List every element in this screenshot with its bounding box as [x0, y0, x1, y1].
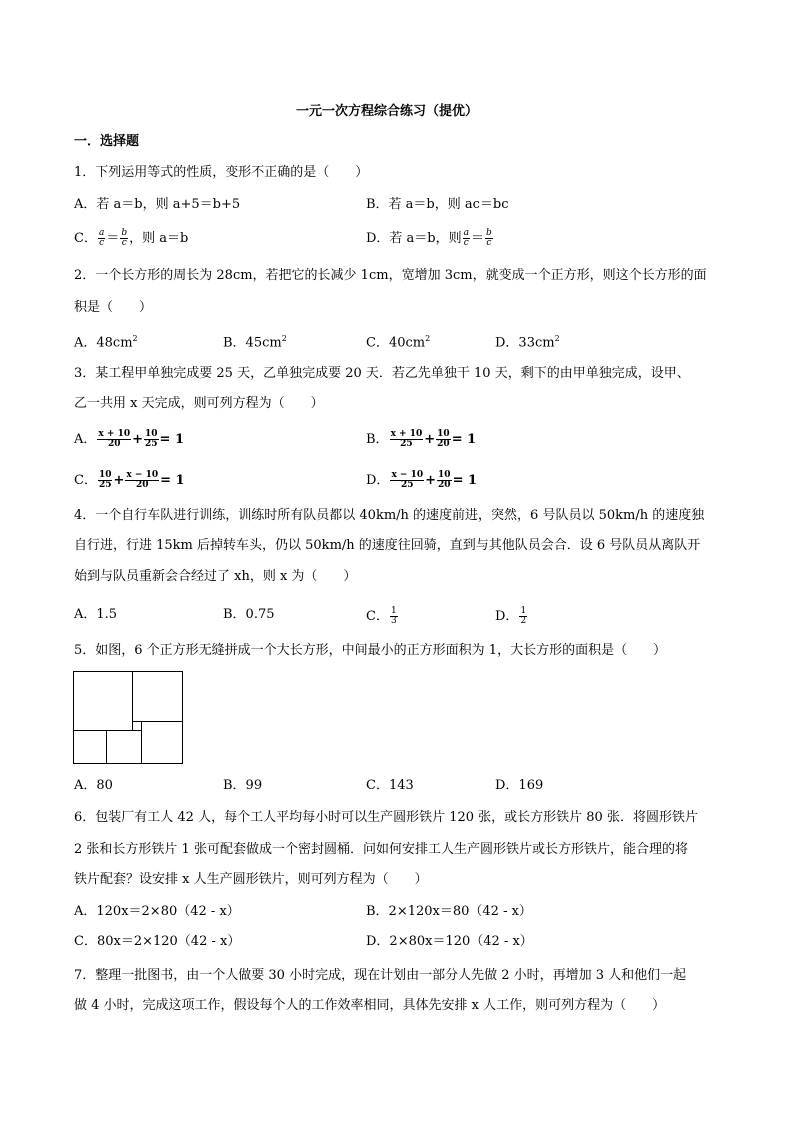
question-2-line-2: 积是（ ）	[74, 300, 153, 315]
question-3-option-c: C． $\frac{10}{25}$ + $\frac{x - 10}{20}$ = 1	[74, 470, 185, 490]
question-6-line-2: 2 张和长方形铁片 1 张可配套做成一个密封圆桶．问如何安排工人生产圆形铁片或长方形铁片，能合理的将	[74, 842, 688, 857]
question-3-line-1: 3．某工程甲单独完成要 25 天，乙单独完成要 20 天．若乙先单独干 10 天，剩下的由甲单独完成，设甲、	[74, 366, 690, 381]
question-1-option-a: A．若 a＝b，则 a+5＝b+5	[74, 197, 241, 212]
question-7-line-1: 7．整理一批图书，由一个人做要 30 小时完成，现在计划由一部分人先做 2 小时，再增加 3 人和他们一起	[74, 968, 687, 983]
question-6-option-d: D．2×80x＝120（42 - x）	[366, 934, 533, 949]
square-top-right	[133, 672, 183, 722]
question-1-option-d: D．若 a＝b，则 $\frac{a}{c}$ ＝ $\frac{b}{c}$	[366, 228, 492, 248]
question-1-option-b: B．若 a＝b，则 ac＝bc	[366, 197, 509, 212]
question-6-line-1: 6．包装厂有工人 42 人，每个工人平均每小时可以生产圆形铁片 120 张，或长方形铁片 80 张．将圆形铁片	[74, 810, 698, 825]
question-1-option-c: C． $\frac{a}{c}$ ＝ $\frac{b}{c}$ ，则 a＝b	[74, 228, 189, 248]
square-bottom-left	[74, 731, 107, 764]
question-2-line-1: 2．一个长方形的周长为 28cm，若把它的长减少 1cm，宽增加 3cm，就变成一个正方形，则这个长方形的面	[74, 268, 707, 283]
question-2-option-b: B．$45cm^2$	[223, 334, 287, 351]
question-2-option-a: A．$48cm^2$	[74, 334, 138, 351]
fraction-a-over-c: $\frac{a}{c}$	[98, 228, 105, 248]
question-4-option-c: C． $\frac{1}{3}$	[366, 606, 397, 626]
question-6-line-3: 铁片配套？设安排 x 人生产圆形铁片，则可列方程为（ ）	[74, 872, 428, 887]
question-5-option-b: B．99	[223, 778, 263, 793]
question-6-option-c: C．80x＝2×120（42 - x）	[74, 934, 241, 949]
question-3-option-b: B． $\frac{x + 10}{25}$ + $\frac{10}{20}$ = 1	[366, 429, 477, 449]
question-2-option-c: C．$40cm^2$	[366, 334, 431, 351]
question-6-option-a: A．120x＝2×80（42 - x）	[74, 904, 240, 919]
square-smallest	[133, 722, 142, 731]
question-3-option-a: A． $\frac{x + 10}{20}$ + $\frac{10}{25}$ = 1	[74, 429, 184, 449]
section-heading: 一．选择题	[74, 134, 140, 149]
question-5-option-c: C．143	[366, 778, 414, 793]
square-bottom-right	[142, 722, 183, 764]
question-4-option-a: A．1.5	[74, 607, 118, 622]
fraction-b-over-c: $\frac{b}{c}$	[486, 228, 492, 248]
question-4-line-3: 始到与队员重新会合经过了 xh，则 x 为（ ）	[74, 569, 357, 584]
question-5-option-a: A．80	[74, 778, 113, 793]
question-3-line-2: 乙一共用 x 天完成，则可列方程为（ ）	[74, 396, 324, 411]
question-2-option-d: D．$33cm^2$	[495, 334, 560, 351]
fraction-b-over-c: $\frac{b}{c}$	[121, 228, 128, 248]
outer-rectangle	[74, 672, 183, 764]
question-5-option-d: D．169	[495, 778, 544, 793]
square-top-left	[74, 672, 133, 731]
option-c-prefix: C．	[74, 231, 97, 246]
question-6-option-b: B．2×120x＝80（42 - x）	[366, 904, 532, 919]
question-7-line-2: 做 4 小时，完成这项工作，假设每个人的工作效率相同，具体先安排 x 人工作，则可列方程为（ ）	[74, 998, 666, 1013]
question-4-line-1: 4．一个自行车队进行训练，训练时所有队员都以 40km/h 的速度前进，突然，6 号队员以 50km/h 的速度独	[74, 508, 705, 523]
question-4-line-2: 自行进，行进 15km 后掉转车头，仍以 50km/h 的速度往回骑，直到与其他队员会合．设 6 号队员从离队开	[74, 538, 701, 553]
question-5-stem: 5．如图，6 个正方形无缝拼成一个大长方形，中间最小的正方形面积为 1，大长方形的面积是（ ）	[74, 643, 667, 658]
question-1-stem: 1．下列运用等式的性质，变形不正确的是（ ）	[74, 165, 369, 180]
fraction-a-over-c: $\frac{a}{c}$	[463, 228, 470, 248]
question-3-option-d: D． $\frac{x - 10}{25}$ + $\frac{10}{20}$ = 1	[366, 470, 478, 490]
page-title: 一元一次方程综合练习（提优）	[296, 104, 479, 119]
question-4-option-d: D． $\frac{1}{2}$	[495, 606, 527, 626]
square-bottom-middle	[107, 731, 142, 764]
squares-figure	[73, 671, 183, 764]
question-4-option-b: B．0.75	[223, 607, 275, 622]
